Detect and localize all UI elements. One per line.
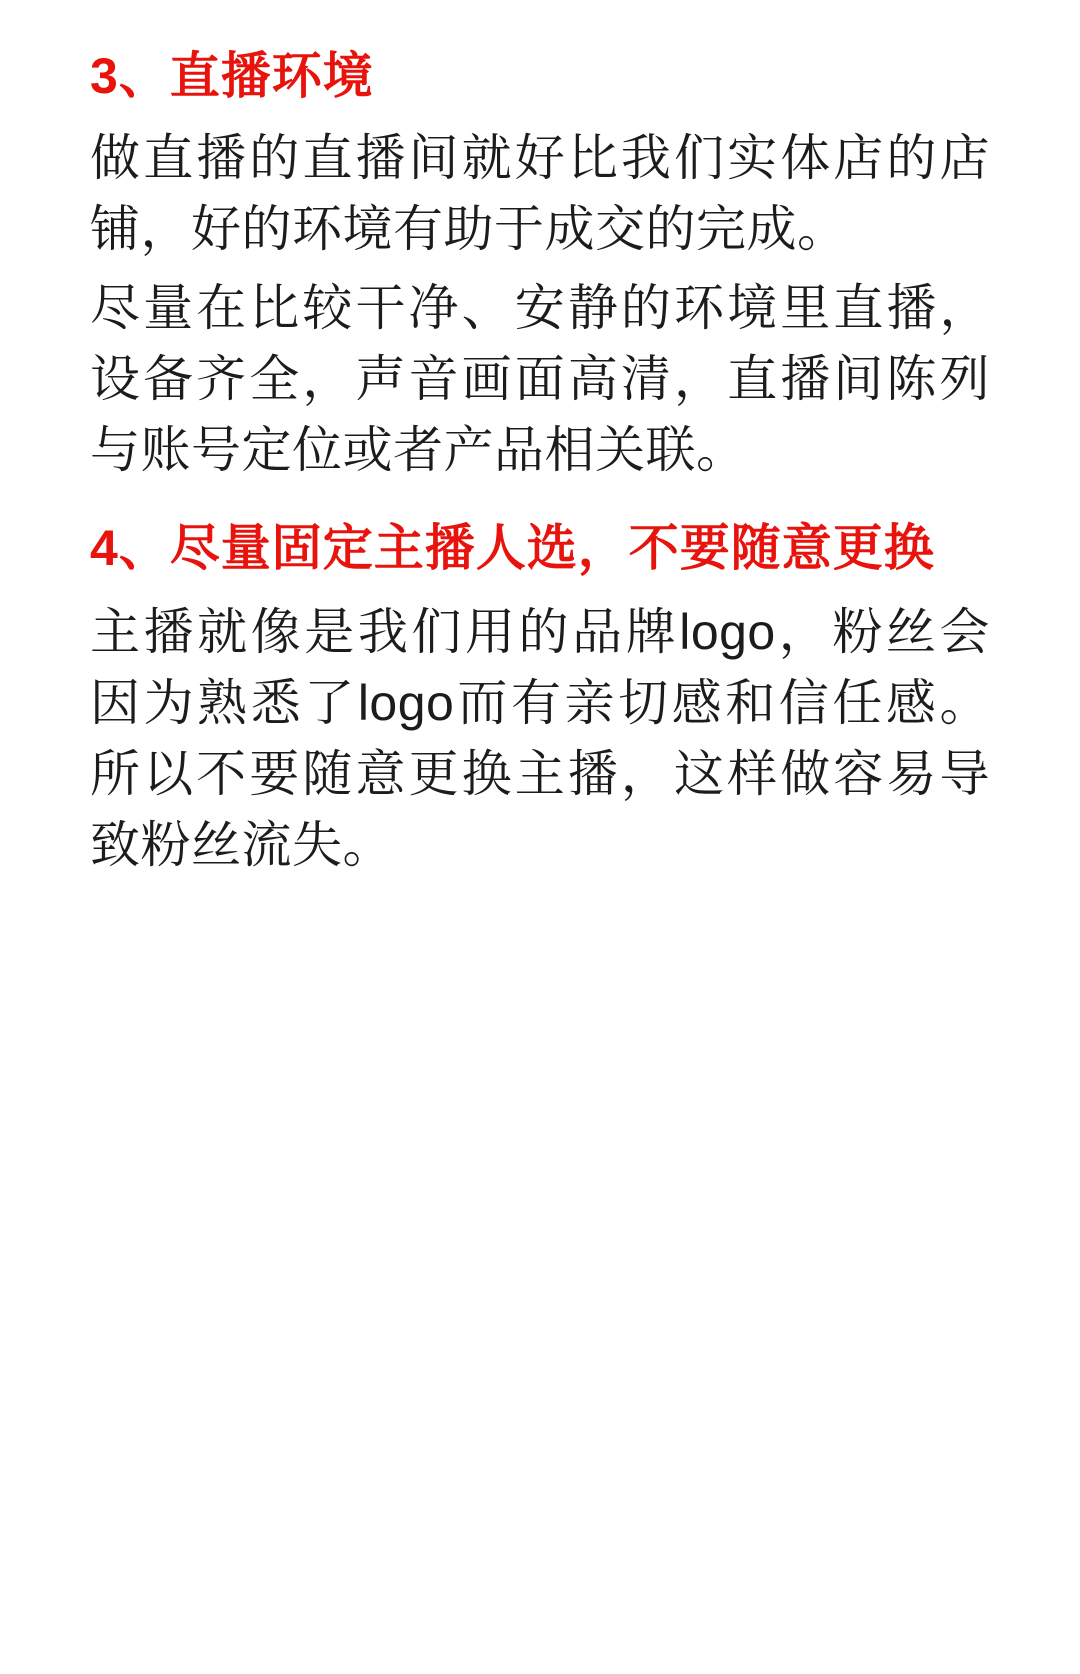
section-3-heading: 3、直播环境 — [90, 48, 374, 104]
section-4-heading: 4、尽量固定主播人选，不要随意更换 — [90, 520, 935, 576]
section-3-paragraph-2: 尽量在比较干净、安静的环境里直播，设备齐全，声音画面高清，直播间陈列与账号定位或者产品相关联。 — [90, 280, 990, 478]
section-4-paragraph-1: 主播就像是我们用的品牌logo，粉丝会因为熟悉了logo而有亲切感和信任感。所以不要随意更换主播，这样做容易导致粉丝流失。 — [90, 604, 990, 873]
section-3-paragraph-1: 做直播的直播间就好比我们实体店的店铺，好的环境有助于成交的完成。 — [90, 130, 990, 257]
section-4 — [90, 516, 990, 881]
section-3 — [90, 44, 990, 486]
